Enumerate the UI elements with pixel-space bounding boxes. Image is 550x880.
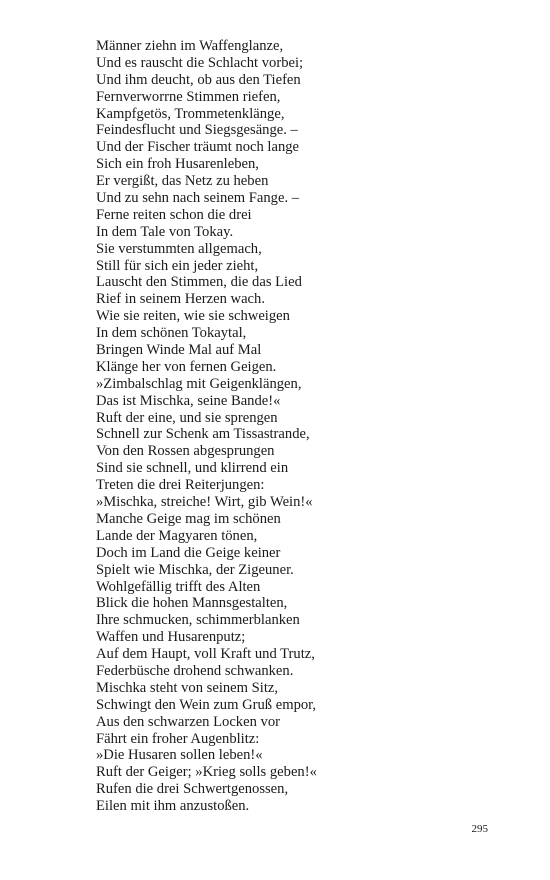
poem-line: Sie verstummten allgemach, <box>96 240 262 257</box>
poem-line: Lauscht den Stimmen, die das Lied <box>96 274 302 291</box>
poem-line: Bringen Winde Mal auf Mal <box>96 342 262 359</box>
poem-line: Federbüsche drohend schwanken. <box>96 662 294 679</box>
poem-line: Fährt ein froher Augenblitz: <box>96 730 260 747</box>
poem-line: Aus den schwarzen Locken vor <box>96 713 280 730</box>
poem-line: Mischka steht von seinem Sitz, <box>96 679 278 696</box>
page-number: 295 <box>471 823 488 835</box>
poem-line: Blick die hohen Mannsgestalten, <box>96 595 288 612</box>
poem-line: Das ist Mischka, seine Bande!« <box>96 392 281 409</box>
poem-line: Klänge her von fernen Geigen. <box>96 358 277 375</box>
poem-line: Wohlgefällig trifft des Alten <box>96 578 261 595</box>
poem-line: Ruft der eine, und sie sprengen <box>96 409 278 426</box>
poem-line: Manche Geige mag im schönen <box>96 510 281 527</box>
poem-line: Kampfgetös, Trommetenklänge, <box>96 105 285 122</box>
poem-line: Und ihm deucht, ob aus den Tiefen <box>96 71 301 88</box>
poem-line: Männer ziehn im Waffenglanze, <box>96 38 284 54</box>
poem-line: Schwingt den Wein zum Gruß empor, <box>96 696 317 713</box>
poem-line: Schnell zur Schenk am Tissastrande, <box>96 426 310 443</box>
poem-line: Sind sie schnell, und klirrend ein <box>96 460 289 477</box>
poem-line: Und der Fischer träumt noch lange <box>96 139 300 156</box>
poem-line: »Die Husaren sollen leben!« <box>96 747 263 764</box>
poem-line: Waffen und Husarenputz; <box>96 629 246 646</box>
poem-line: Spielt wie Mischka, der Zigeuner. <box>96 561 294 578</box>
poem-line: Still für sich ein jeder zieht, <box>96 257 259 274</box>
poem-line: »Mischka, streiche! Wirt, gib Wein!« <box>96 494 313 511</box>
poem-line: Rufen die drei Schwertgenossen, <box>96 781 289 798</box>
poem-line: Ruft der Geiger; »Krieg solls geben!« <box>96 764 317 781</box>
poem-line: Und zu sehn nach seinem Fange. – <box>96 190 300 207</box>
poem-line: Treten die drei Reiterjungen: <box>96 477 265 494</box>
poem-line: Auf dem Haupt, voll Kraft und Trutz, <box>96 646 315 663</box>
poem-line: Fernverworrne Stimmen riefen, <box>96 88 281 105</box>
poem-line: In dem schönen Tokaytal, <box>96 325 247 342</box>
poem-line: Sich ein froh Husarenleben, <box>96 156 259 173</box>
poem-line: Ferne reiten schon die drei <box>96 206 252 223</box>
poem-line: Eilen mit ihm anzustoßen. <box>96 798 250 815</box>
poem-line: Doch im Land die Geige keiner <box>96 544 281 561</box>
poem-line: Feindesflucht und Siegsgesänge. – <box>96 122 298 139</box>
poem-text <box>96 38 317 815</box>
poem-line: Wie sie reiten, wie sie schweigen <box>96 308 290 325</box>
poem-line: Rief in seinem Herzen wach. <box>96 291 265 308</box>
poem-line: Von den Rossen abgesprungen <box>96 443 275 460</box>
poem-line: Ihre schmucken, schimmerblanken <box>96 612 300 629</box>
poem-line: Er vergißt, das Netz zu heben <box>96 173 269 190</box>
poem-line: Und es rauscht die Schlacht vorbei; <box>96 54 304 71</box>
poem-line: In dem Tale von Tokay. <box>96 223 234 240</box>
poem-line: Lande der Magyaren tönen, <box>96 527 258 544</box>
poem-line: »Zimbalschlag mit Geigenklängen, <box>96 375 302 392</box>
